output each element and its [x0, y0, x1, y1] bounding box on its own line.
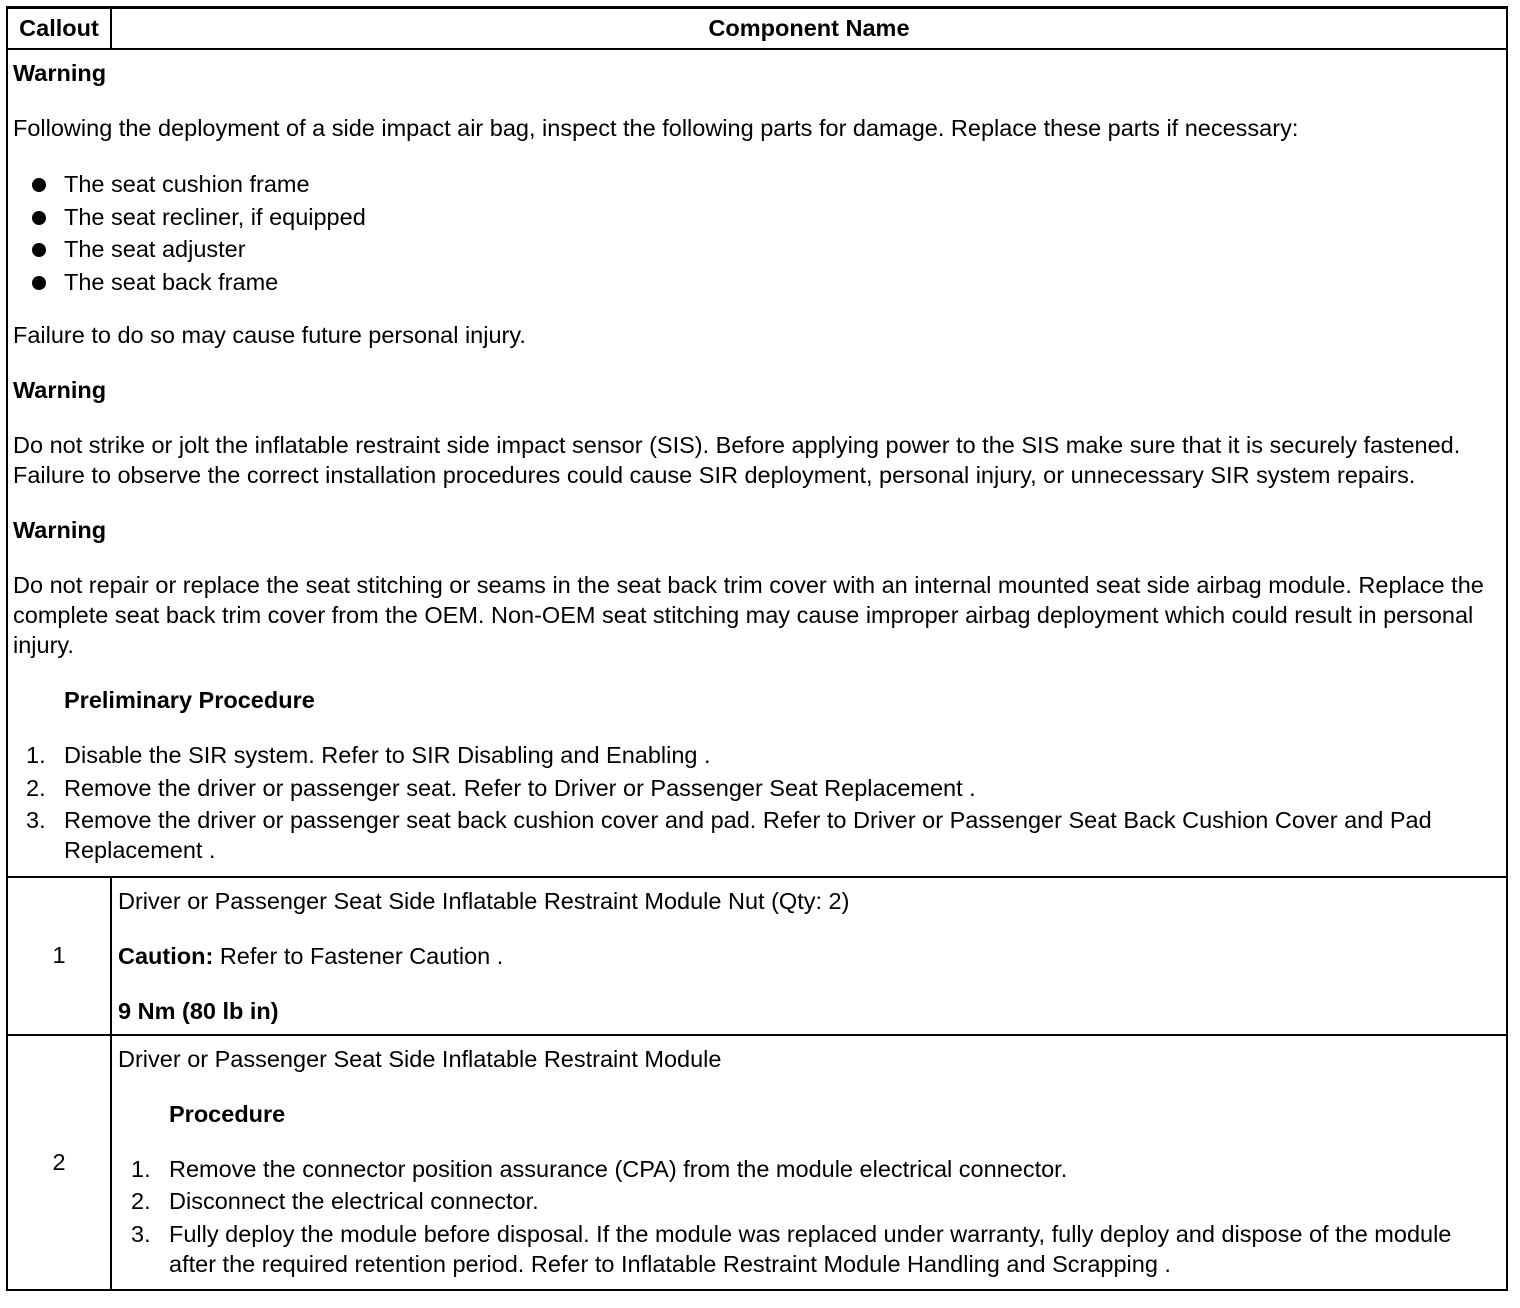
list-item: [13, 168, 1502, 201]
list-item: [13, 233, 1502, 266]
preliminary-steps: [13, 740, 1502, 865]
list-item: [118, 1219, 1500, 1279]
step-number: 1.: [131, 1155, 151, 1182]
list-item: [13, 740, 1502, 770]
procedure-steps: [118, 1154, 1500, 1279]
warning-1-intro: Following the deployment of a side impact air bag, inspect the following parts for damage. Replace these parts if necessary:: [13, 115, 1299, 141]
warning-2-title: Warning: [13, 377, 107, 403]
bullet-icon: [32, 211, 46, 225]
step-number: 3.: [26, 807, 46, 833]
list-item: [13, 773, 1502, 803]
table-header-row: [7, 8, 1507, 50]
step-number: 1.: [26, 742, 46, 768]
step-number: 3.: [131, 1220, 151, 1247]
list-item-text: The seat back frame: [64, 268, 279, 295]
list-item: [118, 1154, 1500, 1184]
caution-label: Caution:: [118, 942, 214, 969]
step-number: 2.: [26, 774, 46, 801]
warning-1-outro: Failure to do so may cause future personal injury.: [13, 322, 526, 348]
step-text: Disconnect the electrical connector.: [169, 1188, 539, 1214]
component-cell: [111, 877, 1507, 1035]
list-item-text: The seat recliner, if equipped: [64, 203, 366, 230]
notes-row: [7, 49, 1507, 877]
component-name: Driver or Passenger Seat Side Inflatable Restraint Module Nut (Qty: 2): [118, 887, 850, 914]
warning-1-title: Warning: [13, 60, 107, 86]
list-item-text: The seat adjuster: [64, 236, 246, 262]
list-item-text: The seat cushion frame: [64, 171, 310, 197]
callout-cell: 2: [7, 1035, 111, 1291]
preliminary-procedure-title: Preliminary Procedure: [64, 687, 315, 713]
step-text: Fully deploy the module before disposal. If the module was replaced under warranty, fully deploy and dispose of the module after the required retention period. Refer to Inflatable Restraint Module Handling and Scrapping .: [169, 1220, 1452, 1277]
warning-3-title: Warning: [13, 517, 107, 543]
callout-cell: 1: [7, 877, 111, 1035]
step-text: Disable the SIR system. Refer to SIR Disabling and Enabling .: [64, 742, 711, 768]
step-text: Remove the connector position assurance (CPA) from the module electrical connector.: [169, 1155, 1068, 1182]
caution-note: [118, 941, 1500, 971]
component-name-header: Component Name: [111, 8, 1507, 50]
step-number: 2.: [131, 1188, 151, 1214]
warning-1-list: [13, 168, 1502, 298]
step-text: Remove the driver or passenger seat back cushion cover and pad. Refer to Driver or Passenger Seat Back Cushion Cover and Pad Replacement .: [64, 807, 1432, 863]
table-row: [7, 877, 1507, 1035]
callout-header: Callout: [7, 8, 111, 50]
list-item: [13, 201, 1502, 234]
component-name: Driver or Passenger Seat Side Inflatable Restraint Module: [118, 1045, 722, 1072]
component-cell: [111, 1035, 1507, 1291]
bullet-icon: [32, 243, 46, 257]
warning-2-text: Do not strike or jolt the inflatable restraint side impact sensor (SIS). Before applying power to the SIS make sure that it is securely fastened. Failure to observe the correct installation procedures could cause SIR deployment, personal injury, or unnecessary SIR system repairs.: [13, 432, 1461, 488]
procedure-title: Procedure: [169, 1100, 286, 1127]
list-item: [118, 1186, 1500, 1216]
list-item: [13, 805, 1502, 865]
list-item: [13, 266, 1502, 299]
bullet-icon: [32, 178, 46, 192]
caution-text: Refer to Fastener Caution .: [213, 942, 504, 969]
component-table: [6, 6, 1508, 1291]
table-row: [7, 1035, 1507, 1291]
warning-3-text: Do not repair or replace the seat stitching or seams in the seat back trim cover with an internal mounted seat side airbag module. Replace the complete seat back trim cover from the OEM. Non-OEM seat stitching may cause improper airbag deployment which could result in personal injury.: [13, 572, 1484, 658]
bullet-icon: [32, 276, 46, 290]
torque-spec: 9 Nm (80 lb in): [118, 997, 279, 1024]
notes-cell: [7, 49, 1507, 877]
step-text: Remove the driver or passenger seat. Refer to Driver or Passenger Seat Replacement .: [64, 774, 976, 801]
